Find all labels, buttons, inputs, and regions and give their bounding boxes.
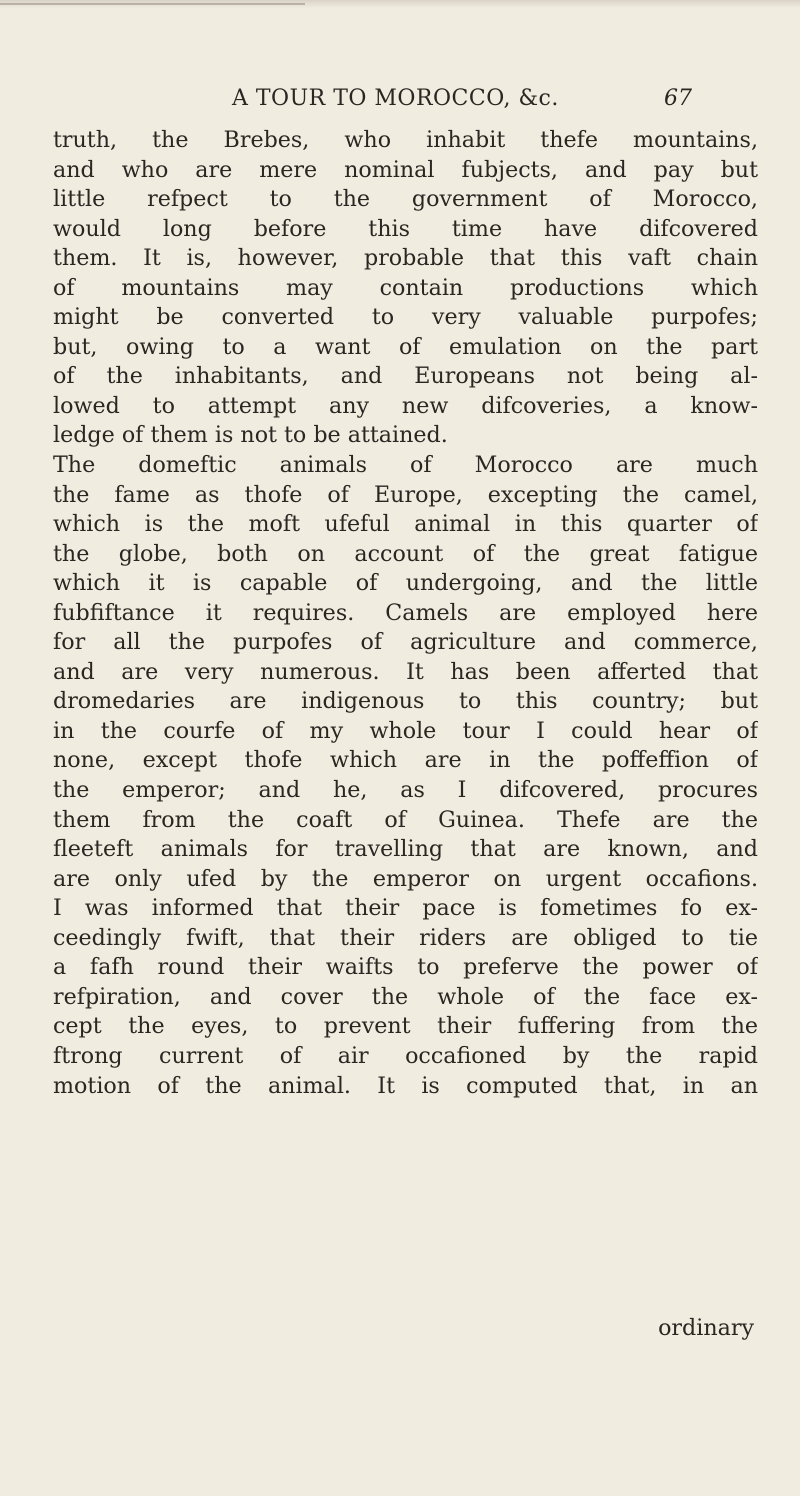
text-line: truth, the Brebes, who inhabit thefe mountains, <box>53 127 758 153</box>
text-line: which is the moft ufeful animal in this quarter of <box>53 511 758 538</box>
text-line: the globe, both on account of the great fatigue <box>53 540 758 567</box>
text-line: might be converted to very valuable purpofes; <box>53 304 758 331</box>
text-line: of the inhabitants, and Europeans not being al- <box>53 363 758 390</box>
text-line: them from the coaft of Guinea. Thefe are the <box>53 806 758 833</box>
text-line: I was informed that their pace is fometimes fo ex- <box>53 895 758 922</box>
text-line: for all the purpofes of agriculture and commerce, <box>53 629 758 656</box>
top-edge-rule <box>0 3 305 5</box>
text-line: which it is capable of undergoing, and the little <box>53 570 758 597</box>
text-line: none, except thofe which are in the poffeffion of <box>53 747 758 774</box>
text-line: them. It is, however, probable that this vaft chain <box>53 245 758 272</box>
text-line: dromedaries are indigenous to this country; but <box>53 688 758 715</box>
running-title: A TOUR TO MOROCCO, &c. <box>232 86 559 111</box>
text-line: the emperor; and he, as I difcovered, procures <box>53 777 758 804</box>
catchword: ordinary <box>658 1315 754 1341</box>
text-line: fleeteft animals for travelling that are known, and <box>53 836 758 863</box>
text-line: are only ufed by the emperor on urgent occafions. <box>53 865 758 892</box>
text-line: would long before this time have difcovered <box>53 215 758 242</box>
text-line: cept the eyes, to prevent their fuffering from the <box>53 1013 758 1040</box>
text-line: ftrong current of air occafioned by the rapid <box>53 1042 758 1069</box>
text-line: and are very numerous. It has been afferted that <box>53 658 758 685</box>
text-line: refpiration, and cover the whole of the face ex- <box>53 983 758 1010</box>
text-line: and who are mere nominal fubjects, and pay but <box>53 156 758 183</box>
text-line: little refpect to the government of Morocco, <box>53 186 758 213</box>
text-line: a fafh round their waifts to preferve the power of <box>53 954 758 981</box>
running-head <box>232 86 692 120</box>
text-line: The domeftic animals of Morocco are much <box>53 452 758 479</box>
text-line: but, owing to a want of emulation on the part <box>53 333 758 360</box>
text-line: in the courfe of my whole tour I could hear of <box>53 717 758 744</box>
text-line: fubfiftance it requires. Camels are employed here <box>53 599 758 626</box>
text-line: motion of the animal. It is computed that, in an <box>53 1072 758 1099</box>
text-line: of mountains may contain productions which <box>53 274 758 301</box>
page-number: 67 <box>664 86 692 111</box>
text-line: ceedingly fwift, that their riders are obliged to tie <box>53 924 758 951</box>
text-line: lowed to attempt any new difcoveries, a know- <box>53 392 758 419</box>
text-line: ledge of them is not to be attained. <box>53 422 448 449</box>
text-line: the fame as thofe of Europe, excepting the camel, <box>53 481 758 508</box>
body-text <box>53 126 758 1101</box>
page-top-edge <box>0 0 800 8</box>
